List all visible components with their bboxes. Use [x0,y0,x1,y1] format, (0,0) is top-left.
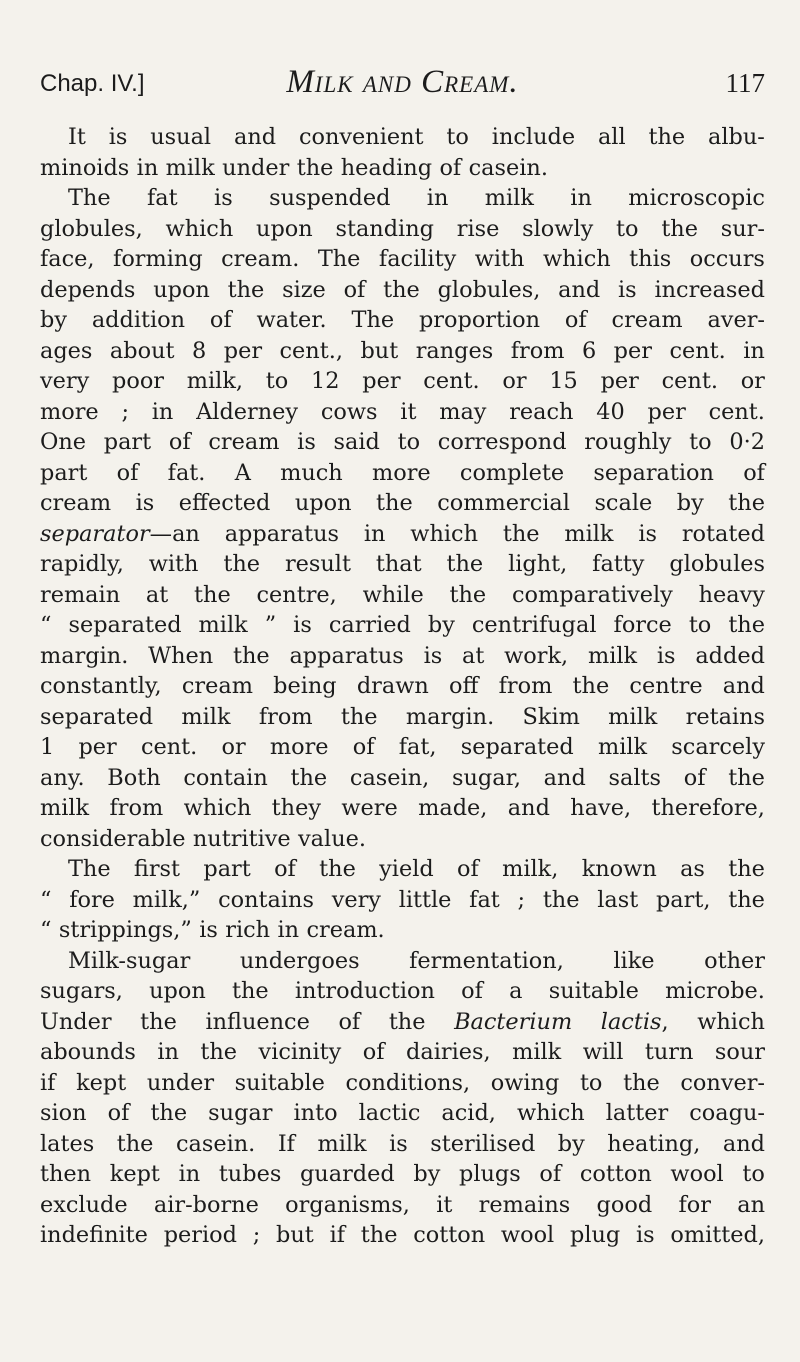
text-line: very poor milk, to 12 per cent. or 15 per cent. or [40,368,765,394]
text-line: if kept under suitable conditions, owing to the conver- [40,1069,765,1096]
text-line: “ strippings,” is rich in cream. [40,917,385,943]
text-line: more ; in Alderney cows it may reach 40 per cent. [40,398,765,425]
text-line: lates the casein. If milk is sterilised by heating, and [40,1130,765,1157]
text-line: “ separated milk ” is carried by centrifugal force to the [40,612,765,638]
text-line: separated milk from the margin. Skim milk retains [40,703,765,730]
text-line: The fat is suspended in milk in microscopic [68,185,765,211]
text-line: minoids in milk under the heading of casein. [40,154,548,181]
text-line: separator—an apparatus in which the milk is rotated [40,520,765,547]
text-line: part of fat. A much more complete separation of [40,459,765,486]
body-text [40,122,765,1251]
text-line: sugars, upon the introduction of a suitable microbe. [40,978,765,1004]
text-line: then kept in tubes guarded by plugs of cotton wool to [40,1161,765,1187]
page-number: 117 [725,68,765,98]
running-head [40,64,765,104]
text-line: milk from which they were made, and have, therefore, [40,795,765,821]
text-line: exclude air-borne organisms, it remains good for an [40,1191,765,1218]
page-title: Milk and Cream. [286,64,519,100]
text-line: depends upon the size of the globules, and is increased [40,276,765,303]
text-line: The first part of the yield of milk, known as the [68,856,765,882]
text-line: considerable nutritive value. [40,825,366,852]
text-line: rapidly, with the result that the light, fatty globules [40,551,765,577]
text-line: sion of the sugar into lactic acid, which latter coagu- [40,1100,765,1126]
text-line: 1 per cent. or more of fat, separated milk scarcely [40,734,765,760]
text-line: face, forming cream. The facility with which this occurs [40,246,765,272]
text-line: One part of cream is said to correspond roughly to 0·2 [40,429,765,455]
text-line: ages about 8 per cent., but ranges from 6 per cent. in [40,337,765,364]
text-line: “ fore milk,” contains very little fat ; the last part, the [40,886,765,913]
text-line: It is usual and convenient to include all the albu- [68,124,765,150]
text-line: globules, which upon standing rise slowly to the sur- [40,215,765,242]
text-line: indefinite period ; but if the cotton wool plug is omitted, [40,1222,765,1248]
text-line: Under the influence of the Bacterium lactis, which [40,1008,765,1035]
chapter-label: Chap. IV.] [40,70,145,97]
text-line: any. Both contain the casein, sugar, and salts of the [40,764,765,791]
text-line: constantly, cream being drawn off from the centre and [40,673,765,699]
text-line: abounds in the vicinity of dairies, milk will turn sour [40,1039,765,1065]
text-line: remain at the centre, while the comparatively heavy [40,581,765,608]
text-line: cream is effected upon the commercial scale by the [40,490,765,516]
text-line: by addition of water. The proportion of cream aver- [40,307,765,333]
text-line: Milk-sugar undergoes fermentation, like other [68,947,765,974]
text-line: margin. When the apparatus is at work, milk is added [40,642,765,669]
